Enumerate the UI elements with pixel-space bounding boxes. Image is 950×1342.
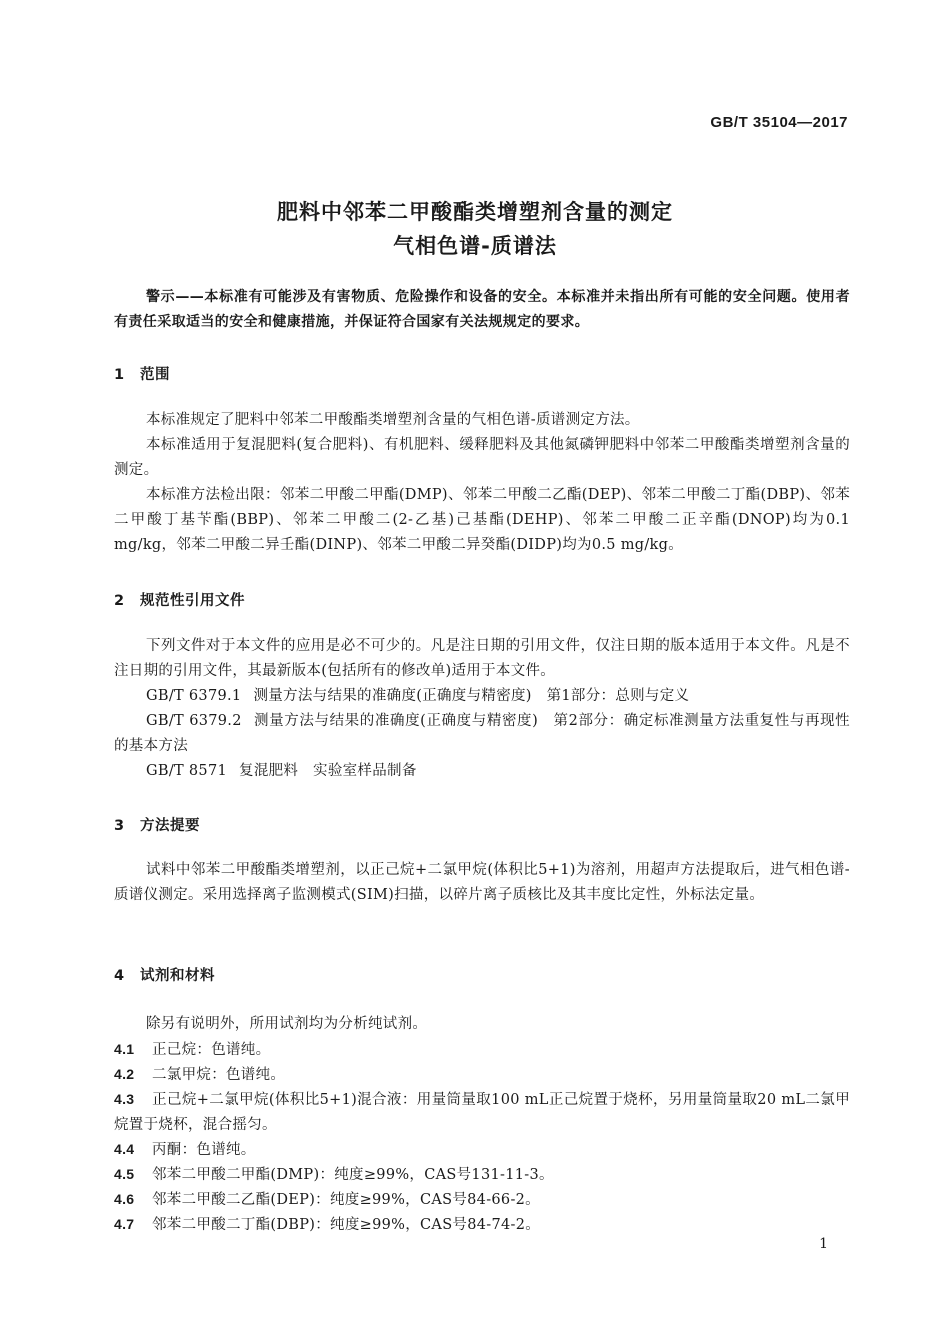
item-number: 4.7 xyxy=(114,1216,135,1232)
reference-title: 复混肥料 实验室样品制备 xyxy=(239,763,417,779)
item-text: 二氯甲烷：色谱纯。 xyxy=(152,1067,286,1083)
section-number: 4 xyxy=(114,968,125,984)
item-text: 邻苯二甲酸二乙酯(DEP)：纯度≥99%，CAS号84-66-2。 xyxy=(152,1192,540,1208)
warning-paragraph: 警示——本标准有可能涉及有害物质、危险操作和设备的安全。本标准并未指出所有可能的安全问题。使用者有责任采取适当的安全和健康措施，并保证符合国家有关法规规定的要求。 xyxy=(114,289,850,330)
reference-code: GB/T 6379.1 xyxy=(146,688,242,704)
item-text: 邻苯二甲酸二甲酯(DMP)：纯度≥99%，CAS号131-11-3。 xyxy=(152,1167,554,1183)
section-heading-reagents xyxy=(114,964,215,985)
references-paragraph: 下列文件对于本文件的应用是必不可少的。凡是注日期的引用文件，仅注日期的版本适用于本文件。凡是不注日期的引用文件，其最新版本(包括所有的修改单)适用于本文件。 xyxy=(114,638,850,679)
reference-item xyxy=(114,709,850,759)
reagent-item xyxy=(114,1162,850,1188)
scope-paragraph-3: 本标准方法检出限：邻苯二甲酸二甲酯(DMP)、邻苯二甲酸二乙酯(DEP)、邻苯二甲酸二丁酯(DBP)、邻苯二甲酸丁基苄酯(BBP)、邻苯二甲酸二(2-乙基)己基酯(DEHP)、邻苯二甲酸二正辛酯(DNOP)均为0.1 mg/kg，邻苯二甲酸二异壬酯(DINP)、邻苯二甲酸二异癸酯(DIDP)均为0.5 mg/kg。 xyxy=(114,487,850,553)
item-number: 4.3 xyxy=(114,1091,135,1107)
page-number: 1 xyxy=(819,1236,828,1252)
reference-code: GB/T 8571 xyxy=(146,763,228,779)
item-number: 4.5 xyxy=(114,1166,135,1182)
item-number: 4.2 xyxy=(114,1066,135,1082)
section-heading-scope xyxy=(114,363,170,384)
reagent-item xyxy=(114,1062,850,1088)
reference-item xyxy=(146,759,850,784)
standard-code: GB/T 35104—2017 xyxy=(710,114,848,131)
reagent-item xyxy=(114,1187,850,1213)
item-text: 正己烷+二氯甲烷(体积比5+1)混合液：用量筒量取100 mL正己烷置于烧杯，另用量筒量取20 mL二氯甲烷置于烧杯，混合摇匀。 xyxy=(114,1092,850,1133)
item-text: 邻苯二甲酸二丁酯(DBP)：纯度≥99%，CAS号84-74-2。 xyxy=(152,1217,541,1233)
document-subtitle: 气相色谱-质谱法 xyxy=(393,234,557,258)
reference-title: 测量方法与结果的准确度(正确度与精密度) 第1部分：总则与定义 xyxy=(253,688,690,704)
reagent-item xyxy=(114,1212,850,1238)
reagent-item xyxy=(114,1037,850,1063)
section-title: 规范性引用文件 xyxy=(140,593,245,609)
section-number: 1 xyxy=(114,367,125,383)
section-number: 2 xyxy=(114,593,125,609)
item-number: 4.1 xyxy=(114,1041,135,1057)
item-number: 4.4 xyxy=(114,1141,135,1157)
method-summary-paragraph: 试料中邻苯二甲酸酯类增塑剂，以正己烷+二氯甲烷(体积比5+1)为溶剂，用超声方法提取后，进气相色谱-质谱仪测定。采用选择离子监测模式(SIM)扫描，以碎片离子质核比及其丰度比定性，外标法定量。 xyxy=(114,862,850,903)
item-text: 丙酮：色谱纯。 xyxy=(152,1142,256,1158)
scope-paragraph-1: 本标准规定了肥料中邻苯二甲酸酯类增塑剂含量的气相色谱-质谱测定方法。 xyxy=(146,412,640,428)
item-text: 正己烷：色谱纯。 xyxy=(152,1042,271,1058)
reagent-item xyxy=(114,1137,850,1163)
section-title: 方法提要 xyxy=(140,818,200,834)
section-heading-method-summary xyxy=(114,814,200,835)
section-title: 范围 xyxy=(140,367,170,383)
item-number: 4.6 xyxy=(114,1191,135,1207)
document-title: 肥料中邻苯二甲酸酯类增塑剂含量的测定 xyxy=(277,200,673,224)
section-heading-normative-references xyxy=(114,589,245,610)
section-title: 试剂和材料 xyxy=(140,968,215,984)
scope-paragraph-2: 本标准适用于复混肥料(复合肥料)、有机肥料、缓释肥料及其他氮磷钾肥料中邻苯二甲酸酯类增塑剂含量的测定。 xyxy=(114,437,850,478)
reagent-item xyxy=(114,1087,850,1138)
reference-title: 测量方法与结果的准确度(正确度与精密度) 第2部分：确定标准测量方法重复性与再现性的基本方法 xyxy=(114,713,850,754)
reagents-intro-paragraph: 除另有说明外，所用试剂均为分析纯试剂。 xyxy=(146,1016,428,1032)
reference-item xyxy=(146,684,850,709)
reference-code: GB/T 6379.2 xyxy=(146,713,242,729)
section-number: 3 xyxy=(114,818,125,834)
